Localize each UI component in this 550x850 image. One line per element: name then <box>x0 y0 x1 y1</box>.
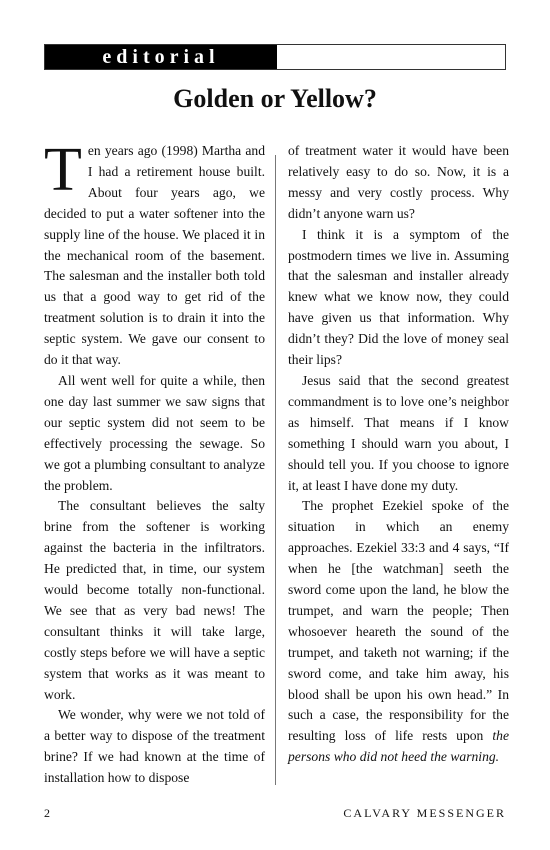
paragraph-7: Jesus said that the second greatest commandment is to love one’s neighbor as himself. That means if I know something I should warn you about, I should tell you. If you choose to ignore it, at least I have done my duty. <box>288 372 509 493</box>
paragraph-2: All went well for quite a while, then one day last summer we saw signs that our septic system did not seem to be effectively processing the sewage. So we got a plumbing consultant to analyze the problem. <box>44 372 265 493</box>
paragraph-4: We wonder, why were we not told of a better way to dispose of the treatment brine? If we had known at the time of installation how to dispose <box>44 707 265 786</box>
paragraph-1 <box>44 136 265 371</box>
paragraph-8-italic: the persons who did not heed the warning. <box>288 728 509 765</box>
section-label: editorial <box>45 45 277 69</box>
publication-name: CALVARY MESSENGER <box>343 806 506 820</box>
page-number: 2 <box>44 806 50 820</box>
article-title: Golden or Yellow? <box>173 84 377 113</box>
left-column <box>44 136 265 789</box>
paragraph-1-text: en years ago (1998) Martha and I had a retirement house built. About four years ago, we decided to put a water softener into the supply line of the house. We placed it in the mechanical room of the basement. The salesman and the installer both told us that a good way to get rid of the treatment solution is to drain it into the septic system. We gave our consent to do it that way. <box>44 143 265 368</box>
paragraph-3: The consultant believes the salty brine from the softener is working against the bacteria in the infiltrators. He predicted that, in time, our system would become totally non-functional. We see that as very bad news! The consultant thinks it will take large, costly steps before we will have a septic system that works as it was meant to work. <box>44 498 265 702</box>
paragraph-8-text: The prophet Ezekiel spoke of the situation in which an enemy approaches. Ezekiel 33:3 and 4 says, “If when he [the watchman] seeth the sword come upon the land, he blow the trumpet, and warn the people; Then whosoever heareth the sound of the trumpet, and taketh not warning; if the sword come, and take him away, his blood shall be upon his own head.” In such a case, the responsibility for the resulting loss of life rests upon <box>288 498 509 744</box>
paragraph-8 <box>288 496 509 768</box>
paragraph-6: I think it is a symptom of the postmodern times we live in. Assuming that the salesman and installer already knew what we know now, they could have given us that information. Why didn’t they? Did the love of money seal their lips? <box>288 226 509 368</box>
section-header-bar <box>44 44 506 70</box>
paragraph-5: of treatment water it would have been relatively easy to do so. Now, it is a messy and very costly process. Why didn’t anyone warn us? <box>288 143 509 221</box>
right-column <box>288 141 509 768</box>
column-divider <box>275 155 276 785</box>
drop-cap: T <box>44 136 82 204</box>
page-footer <box>44 806 506 822</box>
